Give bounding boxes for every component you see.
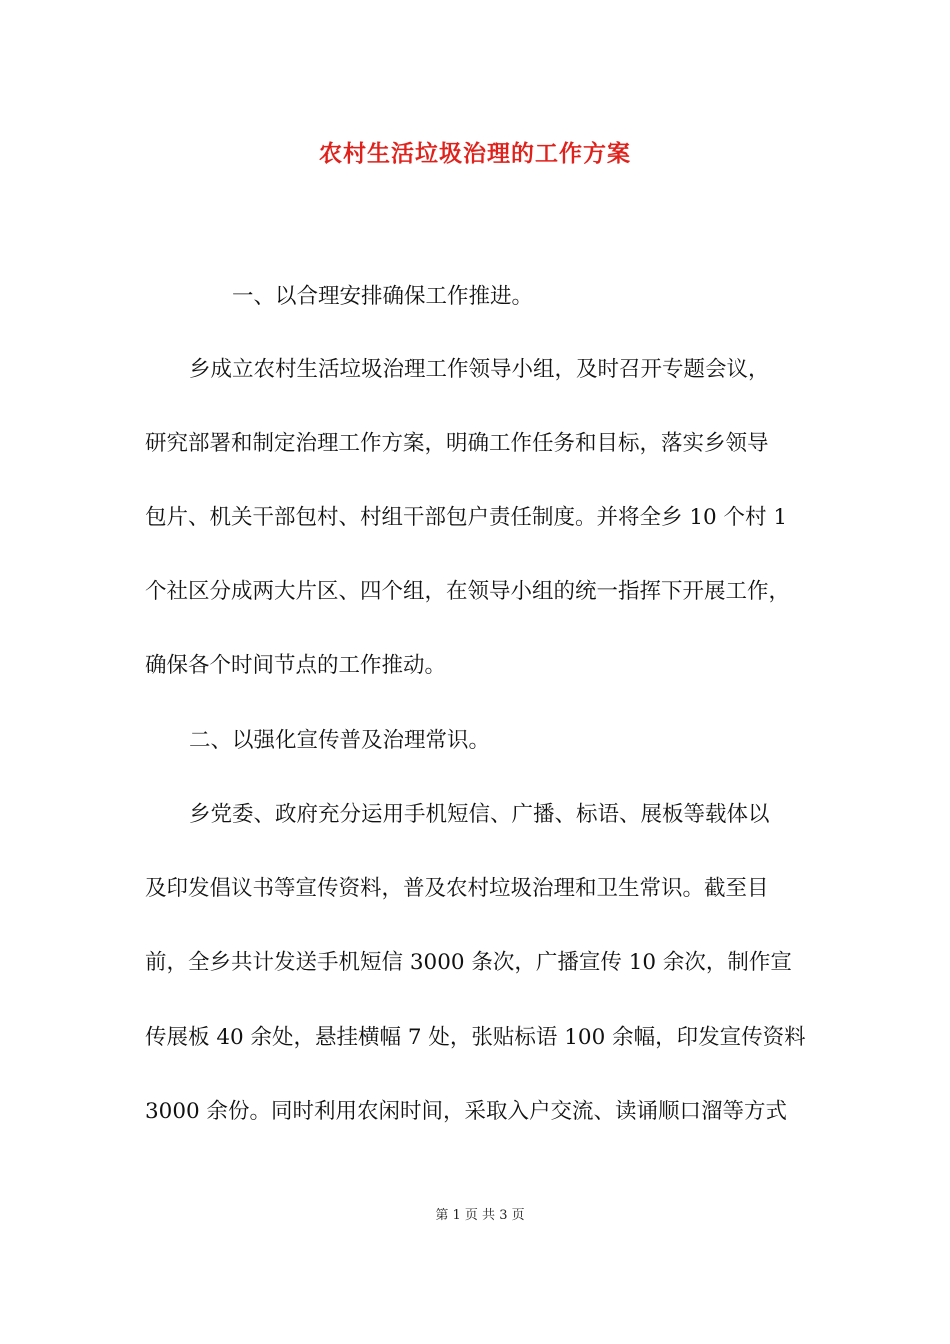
paragraph-line: 传展板 40 余处，悬挂横幅 7 处，张贴标语 100 余幅，印发宣传资料 bbox=[145, 1025, 806, 1050]
paragraph-line: 前，全乡共计发送手机短信 3000 条次，广播宣传 10 余次，制作宣 bbox=[145, 950, 792, 975]
section-heading-1: 一、以合理安排确保工作推进。 bbox=[232, 284, 534, 309]
paragraph-line: 确保各个时间节点的工作推动。 bbox=[145, 653, 447, 678]
paragraph-line: 3000 余份。同时利用农闲时间，采取入户交流、读诵顺口溜等方式 bbox=[145, 1099, 788, 1124]
paragraph-line: 研究部署和制定治理工作方案，明确工作任务和目标，落实乡领导 bbox=[145, 431, 769, 456]
paragraph-line: 个社区分成两大片区、四个组，在领导小组的统一指挥下开展工作， bbox=[145, 579, 791, 604]
document-title: 农村生活垃圾治理的工作方案 bbox=[319, 140, 631, 167]
section-heading-2: 二、以强化宣传普及治理常识。 bbox=[189, 728, 491, 753]
paragraph-line: 乡党委、政府充分运用手机短信、广播、标语、展板等载体以 bbox=[189, 802, 770, 827]
page-number-footer: 第 1 页 共 3 页 bbox=[435, 1208, 525, 1223]
paragraph-line: 乡成立农村生活垃圾治理工作领导小组，及时召开专题会议， bbox=[189, 357, 770, 382]
paragraph-line: 及印发倡议书等宣传资料，普及农村垃圾治理和卫生常识。截至目 bbox=[145, 876, 769, 901]
paragraph-line: 包片、机关干部包村、村组干部包户责任制度。并将全乡 10 个村 1 bbox=[145, 505, 788, 530]
